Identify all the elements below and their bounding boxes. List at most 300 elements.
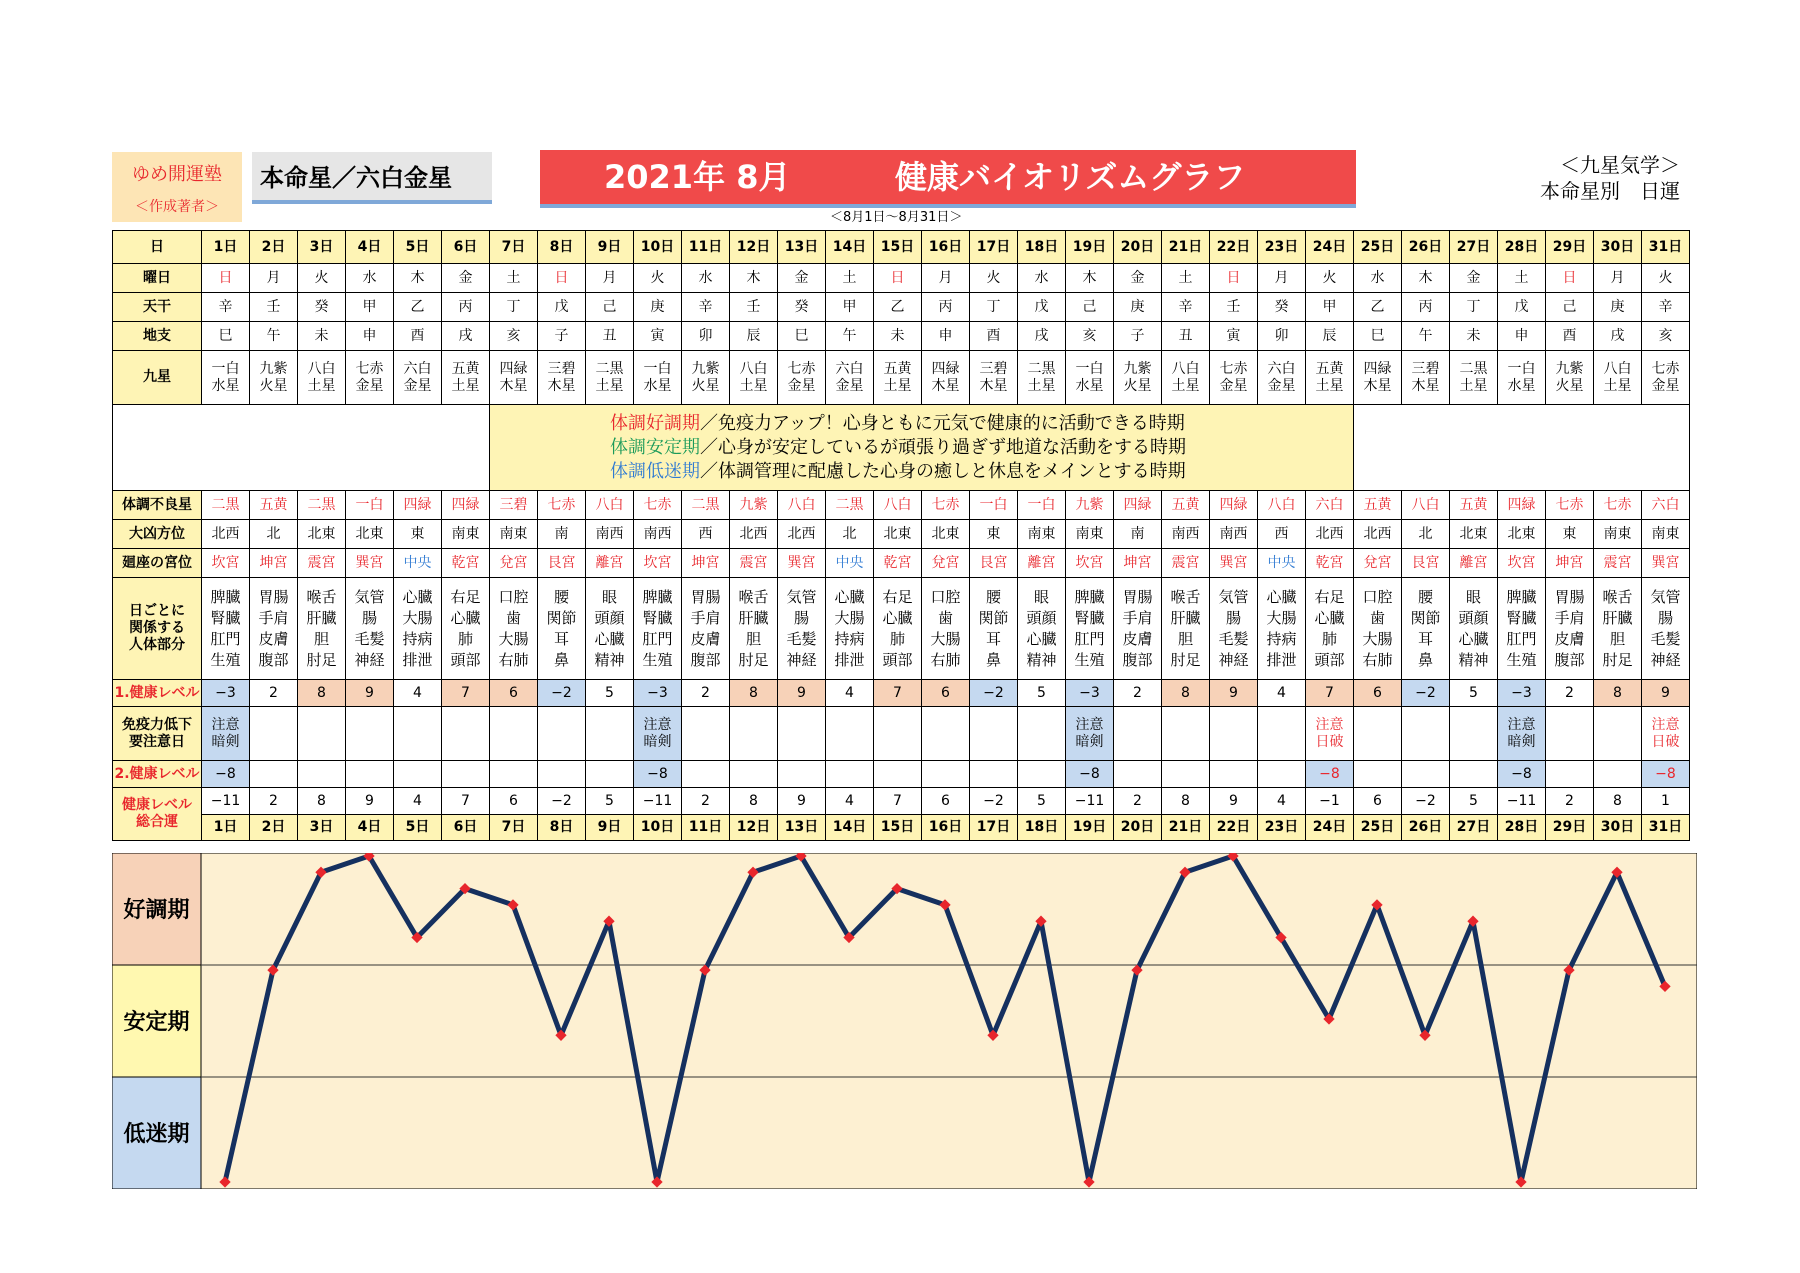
body-cell-line: 心臓 (402, 587, 433, 606)
immune-cell (1450, 707, 1498, 761)
day-cell: 14日 (826, 231, 874, 264)
weekday-cell: 月 (1258, 264, 1306, 293)
immune-cell (1258, 707, 1306, 761)
body-label-line: 人体部分 (129, 637, 185, 653)
kyusei-cell-line: 八白 (307, 360, 336, 377)
day-footer-cell: 7日 (490, 815, 538, 841)
chishi-cell: 寅 (1210, 322, 1258, 351)
level1-cell: 8 (730, 680, 778, 707)
body-cell (922, 578, 970, 680)
immune-cell (730, 707, 778, 761)
level2-cell (1450, 761, 1498, 788)
body-cell-line: 腸 (1657, 608, 1673, 627)
day-cell: 21日 (1162, 231, 1210, 264)
kyusei-cell (1594, 351, 1642, 405)
body-cell (1114, 578, 1162, 680)
kyusei-cell-line: 火星 (1123, 377, 1152, 394)
body-cell-line: 脾臓 (642, 587, 673, 606)
body-cell-line: 肝臓 (306, 608, 337, 627)
body-cell-line: 耳 (553, 629, 569, 648)
palace-cell: 震宮 (298, 549, 346, 578)
immune-label (113, 707, 202, 761)
level2-cell (1018, 761, 1066, 788)
body-cell-line: 歯 (937, 608, 953, 627)
total-cell: 5 (1450, 788, 1498, 815)
chishi-cell: 丑 (1162, 322, 1210, 351)
body-cell-line: 精神 (594, 650, 625, 669)
body-cell-line: 大腸 (930, 629, 961, 648)
kyusei-cell-line: 六白 (403, 360, 432, 377)
direction-row (113, 520, 1690, 549)
body-cell-line: 口腔 (930, 587, 961, 606)
total-label-line: 総合運 (136, 814, 178, 830)
immune-cell-line: 注意 (211, 716, 240, 733)
kyusei-cell (1354, 351, 1402, 405)
tenkan-cell: 癸 (778, 293, 826, 322)
body-cell-line: 肛門 (1506, 629, 1537, 648)
immune-cell (298, 707, 346, 761)
badstar-cell: 二黒 (298, 491, 346, 520)
direction-cell: 北東 (1450, 520, 1498, 549)
kyusei-cell (778, 351, 826, 405)
kyusei-cell (1066, 351, 1114, 405)
body-cell (538, 578, 586, 680)
total-cell: 2 (682, 788, 730, 815)
body-cell (1306, 578, 1354, 680)
day-footer-cell: 26日 (1402, 815, 1450, 841)
tenkan-cell: 乙 (874, 293, 922, 322)
level1-cell: 9 (778, 680, 826, 707)
day-footer-cell: 21日 (1162, 815, 1210, 841)
kyusei-cell-line: 土星 (739, 377, 768, 394)
chishi-cell: 酉 (970, 322, 1018, 351)
badstar-cell: 九紫 (730, 491, 778, 520)
immune-cell (682, 707, 730, 761)
body-cell-line: 心臓 (1026, 629, 1057, 648)
level1-cell: 7 (1306, 680, 1354, 707)
kyusei-cell-line: 土星 (451, 377, 480, 394)
kyusei-cell (250, 351, 298, 405)
body-cell-line: 歯 (1369, 608, 1385, 627)
level1-cell: 7 (874, 680, 922, 707)
total-cell: 2 (250, 788, 298, 815)
day-footer-cell: 6日 (442, 815, 490, 841)
day-cell: 28日 (1498, 231, 1546, 264)
day-footer-cell: 10日 (634, 815, 682, 841)
badstar-cell: 六白 (1642, 491, 1690, 520)
body-cell-line: 頭部 (882, 650, 913, 669)
body-cell-line: 腹部 (258, 650, 289, 669)
level1-cell: 4 (394, 680, 442, 707)
brand-box (112, 152, 242, 222)
direction-cell: 南西 (634, 520, 682, 549)
body-cell (490, 578, 538, 680)
body-cell (634, 578, 682, 680)
kyusei-cell-line: 金星 (1267, 377, 1296, 394)
total-cell: 8 (1162, 788, 1210, 815)
period-row (113, 405, 1690, 491)
direction-cell: 北西 (202, 520, 250, 549)
day-footer-cell: 9日 (586, 815, 634, 841)
kyusei-cell-line: 木星 (931, 377, 960, 394)
day-footer-cell: 31日 (1642, 815, 1690, 841)
body-cell-line: 右肺 (1362, 650, 1393, 669)
body-cell-line: 脾臓 (1074, 587, 1105, 606)
level2-cell (490, 761, 538, 788)
kyusei-cell-line: 木星 (1411, 377, 1440, 394)
body-cell-line: 頭部 (1314, 650, 1345, 669)
kyusei-line2: 本命星別 日運 (1540, 179, 1680, 203)
kyusei-cell (586, 351, 634, 405)
kyusei-line1: ＜九星気学＞ (1560, 153, 1680, 177)
body-cell-line: 腎臓 (1074, 608, 1105, 627)
kyusei-cell-line: 三碧 (979, 360, 1008, 377)
direction-cell: 北東 (346, 520, 394, 549)
chishi-label: 地支 (113, 322, 202, 351)
total-cell: 7 (874, 788, 922, 815)
immune-cell-line: 暗剣 (643, 733, 672, 750)
day-cell: 2日 (250, 231, 298, 264)
palace-cell: 巽宮 (778, 549, 826, 578)
badstar-cell: 一白 (346, 491, 394, 520)
immune-cell (1354, 707, 1402, 761)
level2-cell (874, 761, 922, 788)
body-cell-line: 大腸 (498, 629, 529, 648)
day-cell: 4日 (346, 231, 394, 264)
body-cell-line: 心臓 (1314, 608, 1345, 627)
weekday-cell: 日 (538, 264, 586, 293)
immune-cell-line: 注意 (1075, 716, 1104, 733)
kyusei-cell-line: 九紫 (1555, 360, 1584, 377)
body-cell-line: 胆 (1177, 629, 1193, 648)
chishi-cell: 子 (538, 322, 586, 351)
kyusei-cell-line: 九紫 (259, 360, 288, 377)
total-cell: 2 (1114, 788, 1162, 815)
level1-cell: 8 (298, 680, 346, 707)
level2-cell (250, 761, 298, 788)
immune-cell (1018, 707, 1066, 761)
day-footer-cell: 13日 (778, 815, 826, 841)
palace-cell: 兌宮 (922, 549, 970, 578)
body-cell-line: 腎臓 (210, 608, 241, 627)
weekday-cell: 金 (1450, 264, 1498, 293)
body-cell-line: 肛門 (210, 629, 241, 648)
total-cell: 1 (1642, 788, 1690, 815)
total-row (113, 788, 1690, 815)
body-cell-line: 腹部 (690, 650, 721, 669)
day-cell: 7日 (490, 231, 538, 264)
level1-cell: 5 (586, 680, 634, 707)
total-cell: −2 (970, 788, 1018, 815)
weekday-row (113, 264, 1690, 293)
palace-cell: 兌宮 (1354, 549, 1402, 578)
immune-cell (490, 707, 538, 761)
level1-cell: 8 (1594, 680, 1642, 707)
day-footer-cell: 17日 (970, 815, 1018, 841)
kyusei-cell-line: 二黒 (1459, 360, 1488, 377)
body-cell (874, 578, 922, 680)
body-cell-line: 腹部 (1554, 650, 1585, 669)
kyusei-cell-line: 六白 (835, 360, 864, 377)
body-cell-line: 手肩 (258, 608, 289, 627)
level1-cell: −2 (970, 680, 1018, 707)
kyusei-cell-line: 木星 (499, 377, 528, 394)
body-cell-line: 腸 (1225, 608, 1241, 627)
chishi-cell: 未 (874, 322, 922, 351)
immune-cell (394, 707, 442, 761)
kyusei-cell-line: 金星 (403, 377, 432, 394)
total-cell: 7 (442, 788, 490, 815)
palace-cell: 坎宮 (1066, 549, 1114, 578)
body-cell-line: 毛髪 (354, 629, 385, 648)
period-head: 体調好調期 (610, 412, 700, 434)
total-cell: −11 (1066, 788, 1114, 815)
tenkan-cell: 癸 (1258, 293, 1306, 322)
chishi-cell: 戌 (1018, 322, 1066, 351)
badstar-cell: 八白 (1258, 491, 1306, 520)
period-line (490, 460, 1353, 484)
level1-cell: 2 (250, 680, 298, 707)
badstar-cell: 一白 (970, 491, 1018, 520)
kyusei-label: 九星 (113, 351, 202, 405)
kyusei-cell-line: 八白 (739, 360, 768, 377)
day-footer-cell: 30日 (1594, 815, 1642, 841)
immune-cell-line: 注意 (1651, 716, 1680, 733)
kyusei-cell-line: 七赤 (355, 360, 384, 377)
chishi-cell: 申 (922, 322, 970, 351)
level1-label: 1.健康レベル (113, 680, 202, 707)
body-cell-line: 肺 (1321, 629, 1337, 648)
kyusei-cell-line: 火星 (1555, 377, 1584, 394)
level2-cell (1546, 761, 1594, 788)
level1-cell: 6 (1354, 680, 1402, 707)
body-cell (778, 578, 826, 680)
kyusei-cell (1642, 351, 1690, 405)
level1-cell: 8 (1162, 680, 1210, 707)
body-cell-line: 関節 (546, 608, 577, 627)
day-cell: 15日 (874, 231, 922, 264)
direction-cell: 南西 (1162, 520, 1210, 549)
body-cell (1642, 578, 1690, 680)
body-cell-line: 生殖 (1506, 650, 1537, 669)
kyusei-cell-line: 水星 (1507, 377, 1536, 394)
immune-cell (586, 707, 634, 761)
tenkan-cell: 庚 (1114, 293, 1162, 322)
immune-cell (442, 707, 490, 761)
kyusei-cell (1162, 351, 1210, 405)
chishi-cell: 戌 (442, 322, 490, 351)
direction-cell: 西 (1258, 520, 1306, 549)
level2-cell (682, 761, 730, 788)
day-footer-cell: 14日 (826, 815, 874, 841)
body-cell-line: 右足 (1314, 587, 1345, 606)
immune-cell (778, 707, 826, 761)
level1-cell: 7 (442, 680, 490, 707)
level2-cell: −8 (1642, 761, 1690, 788)
kyusei-cell (202, 351, 250, 405)
weekday-cell: 金 (778, 264, 826, 293)
body-cell-line: 右足 (882, 587, 913, 606)
body-cell (1066, 578, 1114, 680)
tenkan-cell: 丙 (442, 293, 490, 322)
kyusei-cell-line: 水星 (643, 377, 672, 394)
kyusei-cell (1402, 351, 1450, 405)
tenkan-cell: 辛 (1162, 293, 1210, 322)
chishi-cell: 亥 (490, 322, 538, 351)
tenkan-cell: 辛 (202, 293, 250, 322)
kyusei-cell (634, 351, 682, 405)
day-footer-cell: 28日 (1498, 815, 1546, 841)
palace-cell: 乾宮 (874, 549, 922, 578)
body-cell-line: 胃腸 (258, 587, 289, 606)
body-cell-line: 神経 (1650, 650, 1681, 669)
immune-cell (202, 707, 250, 761)
body-cell-line: 肛門 (642, 629, 673, 648)
badstar-label: 体調不良星 (113, 491, 202, 520)
immune-cell-line: 日破 (1651, 733, 1680, 750)
period-head: 体調低迷期 (610, 460, 700, 482)
weekday-cell: 火 (298, 264, 346, 293)
kyusei-cell (394, 351, 442, 405)
chishi-cell: 申 (1498, 322, 1546, 351)
body-cell-line: 胆 (1609, 629, 1625, 648)
body-cell-line: 喉舌 (306, 587, 337, 606)
total-cell: −1 (1306, 788, 1354, 815)
body-cell-line: 心臓 (1266, 587, 1297, 606)
direction-cell: 北東 (298, 520, 346, 549)
level2-cell (298, 761, 346, 788)
day-row (113, 231, 1690, 264)
day-footer-cell: 4日 (346, 815, 394, 841)
total-cell: 2 (1546, 788, 1594, 815)
weekday-cell: 月 (1594, 264, 1642, 293)
palace-cell: 坤宮 (1114, 549, 1162, 578)
kyusei-cell-line: 六白 (1267, 360, 1296, 377)
tenkan-cell: 癸 (298, 293, 346, 322)
day-cell: 26日 (1402, 231, 1450, 264)
level2-cell (1114, 761, 1162, 788)
palace-cell: 坤宮 (250, 549, 298, 578)
day-cell: 30日 (1594, 231, 1642, 264)
body-cell (1258, 578, 1306, 680)
body-cell-line: 肘足 (1602, 650, 1633, 669)
kyusei-cell (298, 351, 346, 405)
body-cell-line: 生殖 (642, 650, 673, 669)
total-cell: 8 (298, 788, 346, 815)
kyusei-cell-line: 土星 (1315, 377, 1344, 394)
body-cell (1402, 578, 1450, 680)
body-cell-line: 大腸 (834, 608, 865, 627)
badstar-cell: 七赤 (634, 491, 682, 520)
period-text: ／心身が安定しているが頑張り過ぎず地道な活動をする時期 (700, 436, 1186, 458)
total-cell: 4 (394, 788, 442, 815)
immune-cell (1114, 707, 1162, 761)
kyusei-cell-line: 土星 (1171, 377, 1200, 394)
day-cell: 16日 (922, 231, 970, 264)
body-cell-line: 精神 (1458, 650, 1489, 669)
level1-cell: 9 (346, 680, 394, 707)
kyusei-cell-line: 七赤 (787, 360, 816, 377)
day-footer-cell: 8日 (538, 815, 586, 841)
weekday-cell: 月 (586, 264, 634, 293)
chishi-cell: 巳 (202, 322, 250, 351)
chishi-cell: 辰 (730, 322, 778, 351)
body-cell-line: 持病 (834, 629, 865, 648)
body-cell-line: 排泄 (402, 650, 433, 669)
total-label (113, 788, 202, 841)
total-cell: 9 (778, 788, 826, 815)
body-cell-line: 神経 (354, 650, 385, 669)
kyusei-cell-line: 一白 (211, 360, 240, 377)
kyusei-cell-line: 八白 (1603, 360, 1632, 377)
kyusei-cell-line: 七赤 (1219, 360, 1248, 377)
kyusei-cell (538, 351, 586, 405)
body-cell-line: 心臓 (450, 608, 481, 627)
kyusei-cell (1498, 351, 1546, 405)
tenkan-cell: 己 (1066, 293, 1114, 322)
body-cell-line: 気管 (1650, 587, 1681, 606)
weekday-cell: 水 (1018, 264, 1066, 293)
kyusei-cell-line: 火星 (691, 377, 720, 394)
badstar-cell: 三碧 (490, 491, 538, 520)
chishi-row (113, 322, 1690, 351)
direction-cell: 南東 (1066, 520, 1114, 549)
kyusei-cell-line: 金星 (1651, 377, 1680, 394)
body-cell-line: 脾臓 (1506, 587, 1537, 606)
body-cell-line: 大腸 (1362, 629, 1393, 648)
body-cell-line: 腎臓 (1506, 608, 1537, 627)
body-cell-line: 皮膚 (690, 629, 721, 648)
kyusei-cell-line: 土星 (883, 377, 912, 394)
badstar-cell: 六白 (1306, 491, 1354, 520)
body-cell-line: 肝臓 (738, 608, 769, 627)
level2-cell (1210, 761, 1258, 788)
kyusei-cell-line: 金星 (1219, 377, 1248, 394)
immune-cell (970, 707, 1018, 761)
total-cell: 9 (346, 788, 394, 815)
body-cell (250, 578, 298, 680)
direction-cell: 北 (826, 520, 874, 549)
weekday-cell: 火 (634, 264, 682, 293)
kyusei-cell-line: 五黄 (1315, 360, 1344, 377)
body-cell-line: 眼 (601, 587, 617, 606)
direction-cell: 南西 (1210, 520, 1258, 549)
day-cell: 11日 (682, 231, 730, 264)
weekday-cell: 土 (826, 264, 874, 293)
level1-cell: 4 (826, 680, 874, 707)
weekday-cell: 火 (970, 264, 1018, 293)
level2-cell (346, 761, 394, 788)
day-footer-cell: 5日 (394, 815, 442, 841)
level2-cell: −8 (634, 761, 682, 788)
level1-cell: 6 (922, 680, 970, 707)
kyusei-cell (1210, 351, 1258, 405)
kyusei-cell-line: 五黄 (883, 360, 912, 377)
total-cell: −11 (202, 788, 250, 815)
day-footer-row (113, 815, 1690, 841)
badstar-cell: 二黒 (202, 491, 250, 520)
immune-cell-line: 注意 (643, 716, 672, 733)
weekday-cell: 日 (202, 264, 250, 293)
day-cell: 9日 (586, 231, 634, 264)
palace-cell: 坤宮 (682, 549, 730, 578)
direction-cell: 南東 (1642, 520, 1690, 549)
body-cell-line: 眼 (1465, 587, 1481, 606)
weekday-cell: 土 (490, 264, 538, 293)
chishi-cell: 戌 (1594, 322, 1642, 351)
palace-cell: 乾宮 (442, 549, 490, 578)
kyusei-cell-line: 木星 (1363, 377, 1392, 394)
